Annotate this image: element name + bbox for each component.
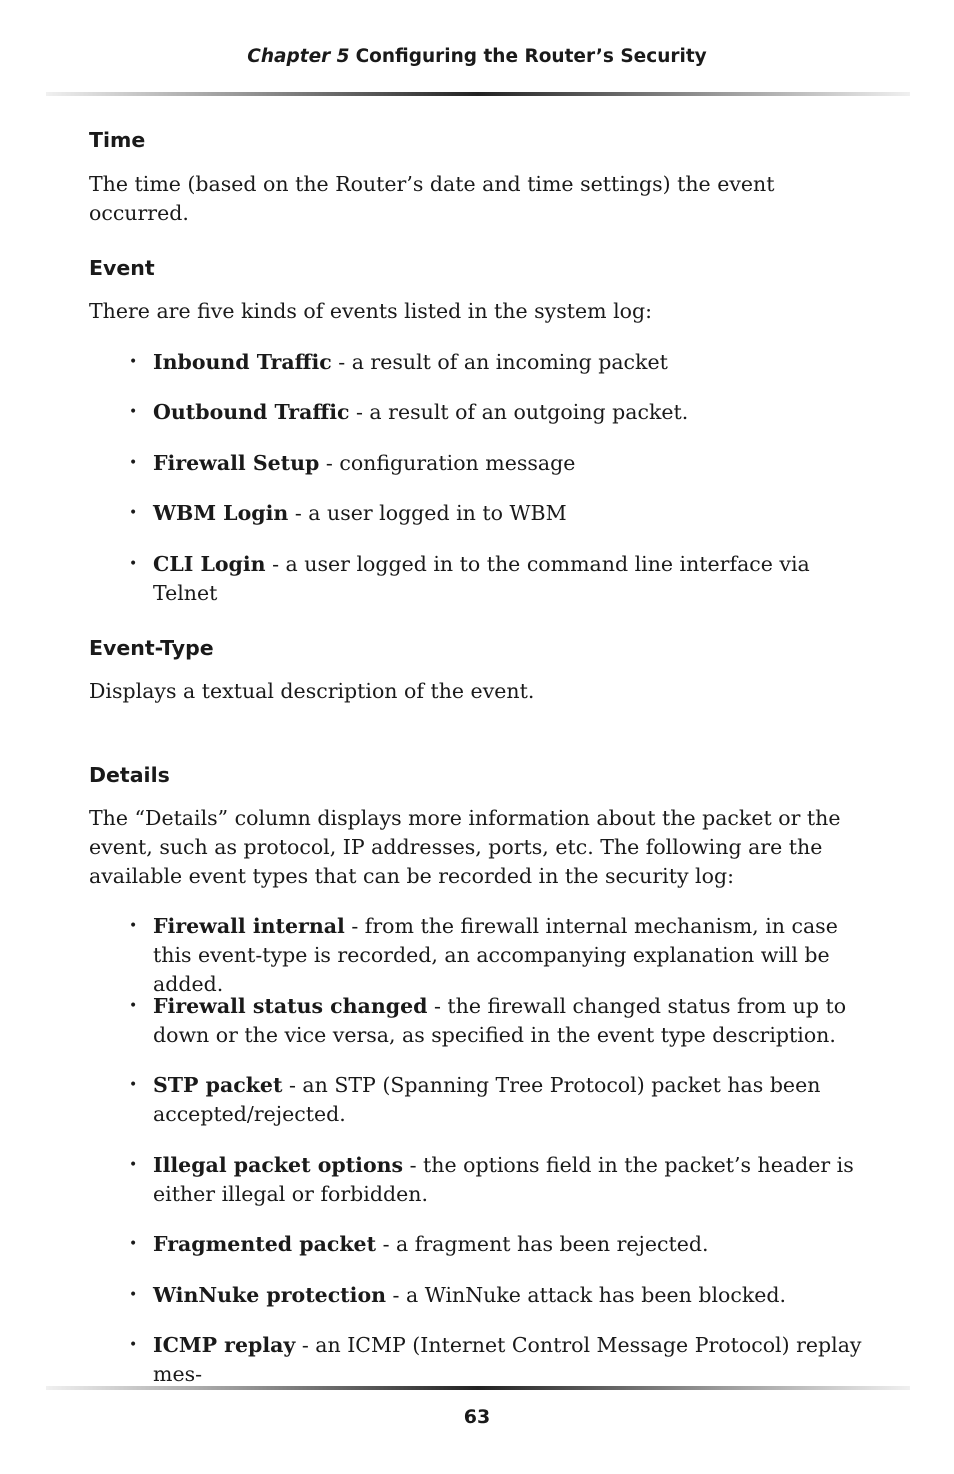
list-item — [89, 1331, 878, 1389]
bullet-icon: • — [129, 1157, 138, 1173]
item-desc: - an ICMP (Internet Control Message Protocol) replay mes- — [153, 1333, 862, 1386]
heading-event-type: Event-Type — [89, 636, 214, 660]
bullet-icon: • — [129, 556, 138, 572]
item-desc: - a user logged in to the command line interface via Telnet — [153, 552, 810, 605]
item-desc: - a fragment has been rejected. — [376, 1232, 709, 1256]
bullet-icon: • — [129, 918, 138, 934]
list-item — [89, 1230, 878, 1259]
item-term: Outbound Traffic — [153, 400, 350, 424]
list-item — [89, 499, 878, 528]
heading-time: Time — [89, 128, 146, 152]
list-item — [89, 550, 878, 608]
item-term: Illegal packet options — [153, 1153, 404, 1177]
list-item — [89, 992, 878, 1050]
bullet-icon: • — [129, 354, 138, 370]
chapter-label: Chapter 5 — [247, 46, 350, 67]
footer-rule — [46, 1386, 910, 1390]
list-item — [89, 1071, 878, 1129]
bullet-icon: • — [129, 998, 138, 1014]
page-number: 63 — [463, 1406, 491, 1428]
list-item — [89, 1281, 878, 1310]
bullet-icon: • — [129, 1077, 138, 1093]
list-item — [89, 1151, 878, 1209]
item-desc: - configuration message — [319, 451, 576, 475]
heading-details: Details — [89, 763, 170, 787]
bullet-icon: • — [129, 455, 138, 471]
item-desc: - an STP (Spanning Tree Protocol) packet has been accepted/rejected. — [153, 1073, 821, 1126]
details-paragraph: The “Details” column displays more information about the packet or the event, such as protocol, IP addresses, ports, etc. The following are the available event types that can be recorded in the security log: — [89, 806, 841, 888]
item-desc: - a result of an incoming packet — [331, 350, 668, 374]
list-item — [89, 398, 878, 427]
item-term: Firewall internal — [153, 914, 345, 938]
item-desc: - from the firewall internal mechanism, in case this event-type is recorded, an accompanying explanation will be added. — [153, 914, 838, 996]
item-desc: - a user logged in to WBM — [288, 501, 567, 525]
list-item — [89, 348, 878, 377]
event-paragraph: There are five kinds of events listed in the system log: — [89, 299, 653, 323]
list-item — [89, 912, 878, 999]
item-desc: - the firewall changed status from up to down or the vice versa, as specified in the event type description. — [153, 994, 847, 1047]
item-term: Firewall status changed — [153, 994, 428, 1018]
item-desc: - a WinNuke attack has been blocked. — [386, 1283, 787, 1307]
bullet-icon: • — [129, 1287, 138, 1303]
item-desc: - the options field in the packet’s header is either illegal or forbidden. — [153, 1153, 854, 1206]
list-item — [89, 449, 878, 478]
bullet-icon: • — [129, 505, 138, 521]
item-term: ICMP replay — [153, 1333, 296, 1357]
item-term: Firewall Setup — [153, 451, 320, 475]
item-term: WBM Login — [153, 501, 289, 525]
item-term: CLI Login — [153, 552, 266, 576]
chapter-title: Configuring the Router’s Security — [355, 46, 707, 67]
bullet-icon: • — [129, 1236, 138, 1252]
item-desc: - a result of an outgoing packet. — [349, 400, 689, 424]
bullet-icon: • — [129, 1337, 138, 1353]
running-header — [0, 46, 954, 67]
heading-event: Event — [89, 256, 155, 280]
bullet-icon: • — [129, 404, 138, 420]
header-rule — [46, 92, 910, 96]
event-type-paragraph: Displays a textual description of the event. — [89, 679, 535, 703]
item-term: Inbound Traffic — [153, 350, 332, 374]
item-term: STP packet — [153, 1073, 283, 1097]
time-paragraph: The time (based on the Router’s date and time settings) the event occurred. — [89, 172, 775, 225]
item-term: Fragmented packet — [153, 1232, 377, 1256]
item-term: WinNuke protection — [153, 1283, 387, 1307]
